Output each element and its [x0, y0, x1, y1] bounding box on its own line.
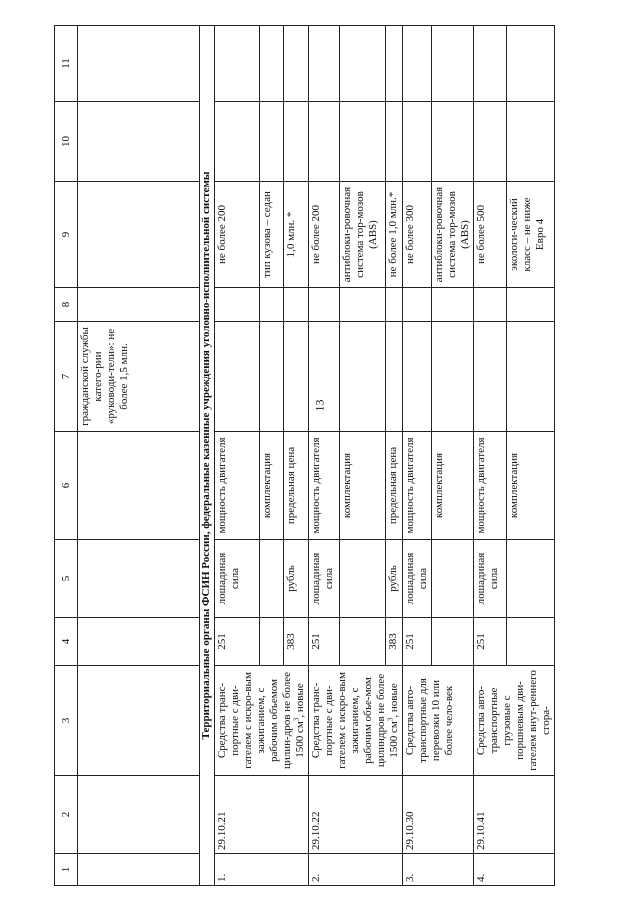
continuation-cell-col7: гражданской службы катего-рии «руководи-тели»: не более 1,5 млн. — [78, 322, 200, 432]
table-row — [309, 26, 340, 886]
characteristic: мощность двигателя — [403, 432, 432, 540]
okei-code: 383 — [385, 618, 402, 666]
unit-name: лошадиная сила — [474, 540, 507, 618]
requirements-table — [54, 25, 555, 886]
continuation-row — [78, 26, 200, 886]
rotated-table-container — [54, 26, 640, 886]
characteristic: комплектация — [259, 432, 284, 540]
unit-name: лошадиная сила — [403, 540, 432, 618]
okei-code: 383 — [284, 618, 309, 666]
unit-name: рубль — [385, 540, 402, 618]
characteristic: комплектация — [507, 432, 555, 540]
col-num-1: 1 — [55, 854, 78, 886]
item-name: Средства авто-транспортные грузовые с поршневым дви-гателем внут-реннего сгора- — [474, 666, 555, 776]
characteristic: мощность двигателя — [309, 432, 340, 540]
value: не более 200 — [215, 182, 260, 288]
unit-name: лошадиная сила — [215, 540, 260, 618]
unit-name: лошадиная сила — [309, 540, 340, 618]
value: тип кузова – седан — [259, 182, 284, 288]
col-num-11: 11 — [55, 26, 78, 102]
value: антиблоки-ровочная система тор-мозов (ABS) — [432, 182, 474, 288]
characteristic: мощность двигателя — [215, 432, 260, 540]
characteristic: предельная цена — [385, 432, 402, 540]
col-num-8: 8 — [55, 288, 78, 322]
value: не более 1,0 млн.* — [385, 182, 402, 288]
page-number: 13 — [312, 399, 327, 412]
item-name: Средства транс-портные с дви-гателем с искро-вым зажиганием, с рабочим объемом цилин-дров не более 1500 $см^3$, новые — [215, 666, 309, 776]
unit-name: рубль — [284, 540, 309, 618]
value: экологи-ческий класс – не ниже Евро 4 — [507, 182, 555, 288]
row-number: 1. — [215, 854, 309, 886]
section-title: Территориальные органы ФСИН России, федеральные казенные учреждения уголовно-исполнительной системы — [200, 26, 215, 886]
value: не более 500 — [474, 182, 507, 288]
table-row — [474, 26, 507, 886]
row-number: 4. — [474, 854, 555, 886]
characteristic: мощность двигателя — [474, 432, 507, 540]
characteristic: комплектация — [340, 432, 385, 540]
row-number: 2. — [309, 854, 403, 886]
col-num-4: 4 — [55, 618, 78, 666]
col-num-5: 5 — [55, 540, 78, 618]
okpd-code: 29.10.41 — [474, 776, 555, 854]
value: антиблоки-ровочная система тор-мозов (ABS) — [340, 182, 385, 288]
section-row — [200, 26, 215, 886]
col-num-10: 10 — [55, 102, 78, 182]
item-name: Средства авто-транспортные для перевозки 10 или более чело-век — [403, 666, 474, 776]
col-num-7: 7 — [55, 322, 78, 432]
table-row — [215, 26, 260, 886]
table-row — [403, 26, 432, 886]
characteristic: предельная цена — [284, 432, 309, 540]
okei-code: 251 — [403, 618, 432, 666]
item-name: Средства транс-портные с дви-гателем с искро-вым зажиганием, с рабочим объе-мом цилиндров не более 1500 $см^3$, новые — [309, 666, 403, 776]
col-num-6: 6 — [55, 432, 78, 540]
okei-code: 251 — [215, 618, 260, 666]
col-num-2: 2 — [55, 776, 78, 854]
value: 1,0 млн. * — [284, 182, 309, 288]
value: не более 200 — [309, 182, 340, 288]
row-number: 3. — [403, 854, 474, 886]
column-number-row — [55, 26, 78, 886]
okpd-code: 29.10.22 — [309, 776, 403, 854]
value: не более 300 — [403, 182, 432, 288]
col-num-3: 3 — [55, 666, 78, 776]
okei-code: 251 — [309, 618, 340, 666]
col-num-9: 9 — [55, 182, 78, 288]
okpd-code: 29.10.30 — [403, 776, 474, 854]
okei-code: 251 — [474, 618, 507, 666]
characteristic: комплектация — [432, 432, 474, 540]
okpd-code: 29.10.21 — [215, 776, 309, 854]
